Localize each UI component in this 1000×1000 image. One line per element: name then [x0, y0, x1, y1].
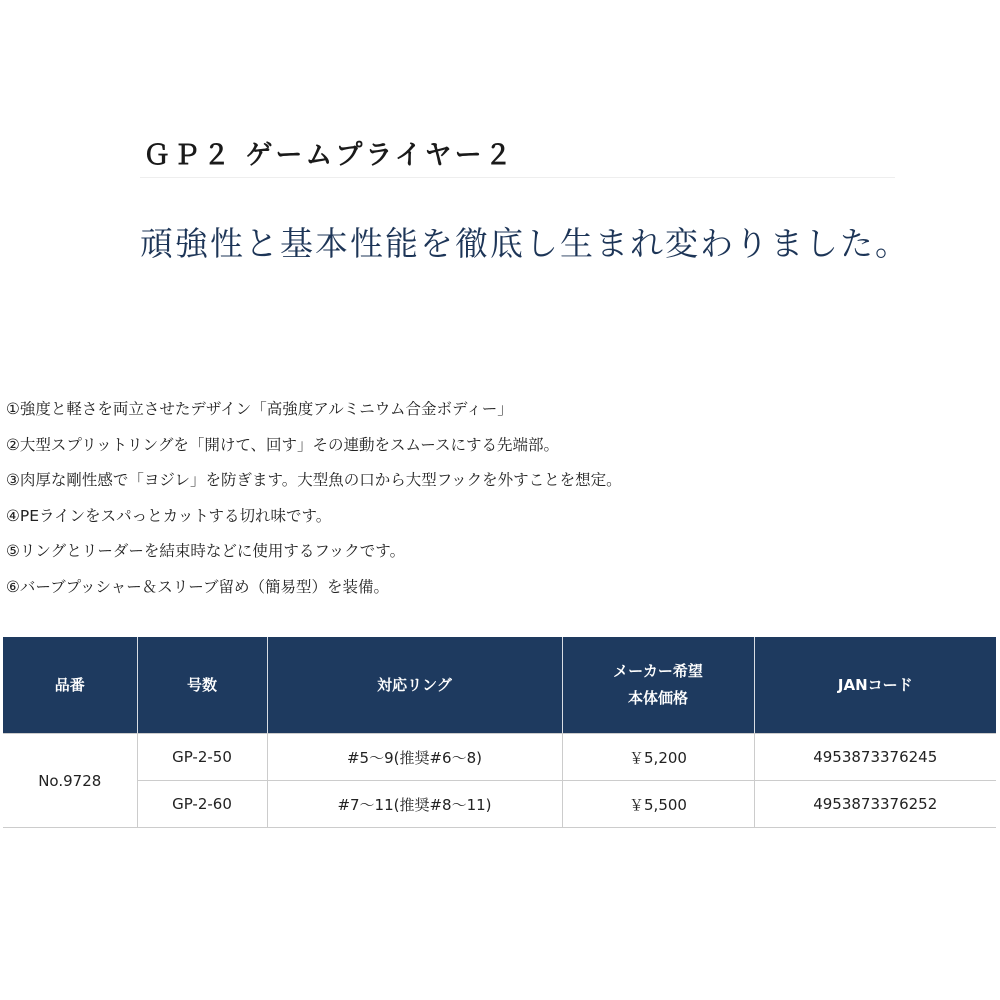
cell-size: GP-2-50: [137, 734, 267, 781]
cell-price: ￥5,500: [562, 781, 754, 828]
header-ring: 対応リング: [267, 637, 562, 734]
table-row: [3, 734, 996, 781]
feature-item: ④PEラインをスパっとカットする切れ味です。: [6, 506, 332, 525]
header-size: 号数: [137, 637, 267, 734]
header-jan: JANコード: [754, 637, 996, 734]
feature-item: ③肉厚な剛性感で「ヨジレ」を防ぎます。大型魚の口から大型フックを外すことを想定。: [6, 471, 622, 489]
header-item-no: 品番: [3, 637, 137, 734]
feature-item: ②大型スプリットリングを「開けて、回す」その連動をスムースにする先端部。: [6, 435, 559, 454]
feature-item: ⑤リングとリーダーを結束時などに使用するフックです。: [6, 542, 406, 560]
title-divider: [140, 177, 895, 178]
cell-size: GP-2-60: [137, 781, 267, 828]
feature-item: ⑥バーブプッシャー＆スリーブ留め（簡易型）を装備。: [6, 577, 389, 596]
table-header-row: [3, 637, 996, 734]
table-row: [3, 781, 996, 828]
header-price-line1: メーカー希望: [613, 662, 703, 680]
feature-list: [6, 392, 622, 605]
tagline: 頑強性と基本性能を徹底し生まれ変わりました。: [140, 224, 910, 263]
product-title: ＧＰ２ ゲームプライヤー２: [143, 140, 515, 171]
header-price-line2: 本体価格: [627, 689, 688, 707]
cell-jan: 4953873376252: [754, 781, 996, 828]
cell-item-no: No.9728: [3, 734, 137, 828]
header-price: [562, 637, 754, 734]
cell-ring: #7～11(推奨#8～11): [267, 781, 562, 828]
cell-ring: #5～9(推奨#6～8): [267, 734, 562, 781]
feature-item: ①強度と軽さを両立させたデザイン「高強度アルミニウム合金ボディー」: [6, 400, 513, 418]
cell-jan: 4953873376245: [754, 734, 996, 781]
spec-table: [3, 637, 996, 828]
cell-price: ￥5,200: [562, 734, 754, 781]
